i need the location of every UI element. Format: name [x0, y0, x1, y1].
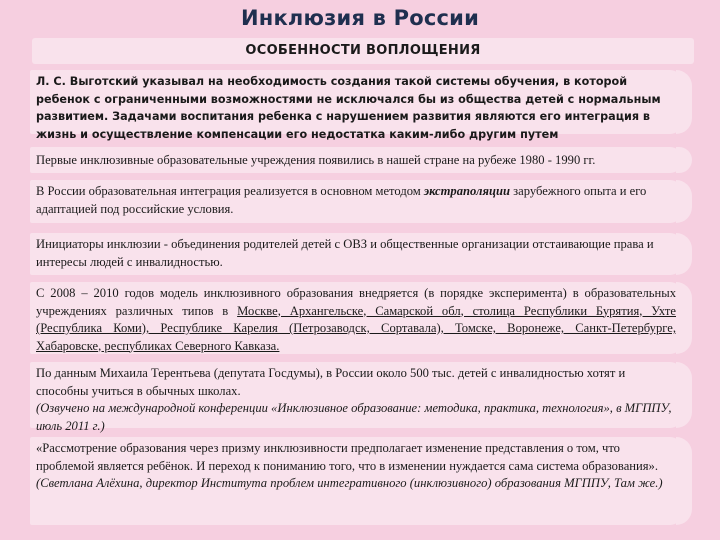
integration-text-after: зарубежного опыта и его адаптацией под российские условия.	[36, 184, 647, 216]
vygotsky-text: Л. С. Выготский указывал на необходимость создания такой системы обучения, в которой ребенок с ограниченными возможностями не исключался бы из общества детей с нормальным развитием. Задачами воспитания ребенка с нарушением развития являются его интеграция в жизнь и осуществление компенсации его недостатка каким-либо другим путем	[36, 75, 661, 141]
initiators-text: Инициаторы инклюзии - объединения родителей детей с ОВЗ и общественные организации отстаивающие права и интересы людей с инвалидностью.	[36, 237, 654, 269]
terentyev-text: По данным Михаила Терентьева (депутата Госдумы), в России около 500 тыс. детей с инвалидностью хотят и способны учиться в обычных школах.	[36, 366, 626, 398]
terentyev-block	[30, 362, 682, 433]
integration-method-block	[30, 180, 682, 223]
integration-emphasis: экстраполяции	[423, 184, 510, 198]
vygotsky-block	[30, 70, 682, 141]
alyokhina-quote-block	[30, 437, 682, 525]
first-institutions-text: Первые инклюзивные образовательные учреждения появились в нашей стране на рубеже 1980 - 1990 гг.	[36, 153, 596, 167]
initiators-block	[30, 233, 682, 275]
page-title: Инклюзия в России	[241, 6, 479, 30]
alyokhina-quote-text: «Рассмотрение образования через призму инклюзивности предполагает изменение представления о том, что проблемой является ребёнок. И переход к пониманию того, что в изменении нуждается сама система образования».	[36, 441, 659, 473]
integration-text-before: В России образовательная интеграция реализуется в основном методом	[36, 184, 424, 198]
first-institutions-block	[30, 147, 682, 173]
experiment-regions-list: Москве, Архангельске, Самарской обл, столица Республики Бурятия, Ухте (Республика Коми), Республике Карелия (Петрозаводск, Сортавала), Томске, Воронеже, Санкт-Петербурге, Хабаровске, республиках Северного Кавказа.	[36, 303, 676, 353]
alyokhina-source: (Светлана Алёхина, директор Института проблем интегративного (инклюзивного) образования МГППУ, Там же.)	[36, 476, 663, 490]
section-subtitle: ОСОБЕННОСТИ ВОПЛОЩЕНИЯ	[32, 38, 694, 64]
terentyev-source: (Озвучено на международной конференции «Инклюзивное образование: методика, практика, технология», в МГППУ, июль 2011 г.)	[36, 401, 672, 433]
experiment-text: С 2008 – 2010 годов модель инклюзивного образования внедряется (в порядке эксперимента) в образовательных учреждениях различных типов в	[36, 286, 676, 318]
experiment-regions-block	[30, 282, 682, 354]
